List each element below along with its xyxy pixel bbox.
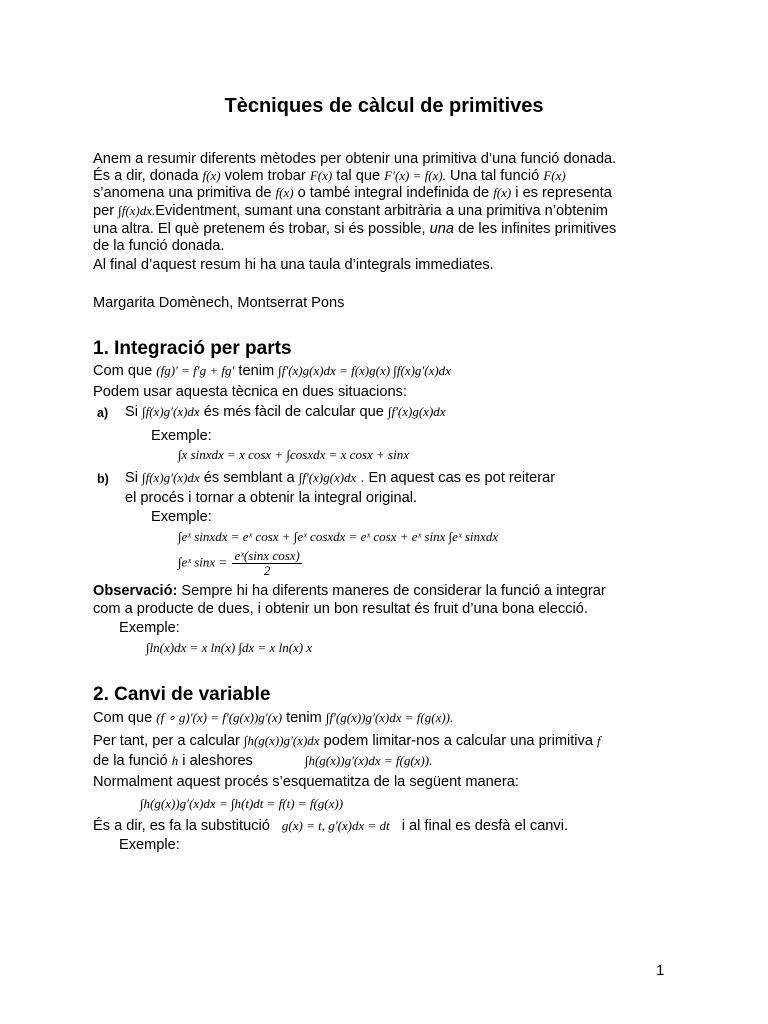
intro-text: s’anomena una primitiva de (93, 185, 272, 201)
section-2-heading: 2. Canvi de variable (93, 684, 271, 705)
math-inline: ∫h(g(x))g′(x)dx = f(g(x)). (304, 753, 433, 768)
s2-line-3 (93, 752, 432, 770)
fraction-numerator: eˣ(sinx cosx) (234, 548, 300, 563)
observation-label: Observació: (93, 583, 178, 599)
s1-text: tenim (238, 363, 275, 379)
math-inline: f(x) (493, 185, 512, 200)
math-inline: ∫f′(x)g(x)dx (387, 404, 446, 419)
document-title: Tècniques de càlcul de primitives (224, 95, 544, 117)
s1-text: és semblant a (203, 470, 295, 486)
math-inline: F′(x) = f(x). (384, 168, 446, 183)
intro-text: Una tal funció (450, 168, 540, 184)
item-b-marker: b) (97, 472, 109, 486)
s2-text: de la funció (93, 753, 168, 769)
example-label-1: Exemple: (151, 428, 212, 444)
intro-line-1: Anem a resumir diferents mètodes per obtenir una primitiva d’una funció donada. (93, 151, 617, 167)
math-inline: ∫f(x)g′(x)dx (142, 404, 200, 419)
example-2-result (178, 549, 302, 578)
intro-text: tal que (336, 168, 381, 184)
s1-item-b (125, 469, 555, 487)
intro-line-4 (93, 202, 608, 220)
emphasis-text: una (429, 221, 455, 237)
intro-text: És a dir, donada (93, 168, 199, 184)
page-number: 1 (656, 962, 665, 979)
intro-text: i es representa (515, 185, 612, 201)
intro-text: per (93, 203, 115, 219)
math-inline: F(x) (309, 168, 333, 183)
example-3-equation: ∫ln(x)dx = x ln(x) ∫dx = x ln(x) x (146, 640, 313, 655)
math-inline: (fg)′ = f′g + fg′ (156, 363, 235, 378)
section-1-heading: 1. Integració per parts (93, 338, 292, 359)
s2-text: Com que (93, 710, 153, 726)
s2-line-2 (93, 732, 601, 750)
example-label-2: Exemple: (151, 509, 212, 525)
intro-text: volem trobar (224, 168, 306, 184)
math-inline: f(x) (275, 185, 294, 200)
s1-text: Si (125, 470, 138, 486)
s1-text: és més fàcil de calcular que (203, 404, 384, 420)
math-inline: ∫f(x)dx. (118, 203, 156, 218)
math-inline: F(x) (543, 168, 566, 183)
intro-text: de les infinites primitives (458, 221, 617, 237)
authors: Margarita Domènech, Montserrat Pons (93, 295, 345, 311)
s2-text: És a dir, es fa la substitució (93, 818, 270, 834)
math-inline: ∫f(x)g′(x)dx (142, 470, 200, 485)
intro-line-6: de la funció donada. (93, 238, 225, 254)
s2-text: i al final es desfà el canvi. (401, 818, 569, 834)
math-inline: ∫f′(x)g(x)dx = f(x)g(x) ∫f(x)g′(x)dx (278, 363, 451, 378)
observation-line-2: com a producte de dues, i obtenir un bon resultat és fruit d’una bona elecció. (93, 601, 588, 617)
s1-item-b-line-2: el procés i tornar a obtenir la integral original. (125, 490, 418, 506)
s2-text: Per tant, per a calcular (93, 733, 240, 749)
s2-line-6 (93, 817, 568, 835)
math-inline: f(x) (202, 168, 221, 183)
math-inline: f (597, 733, 601, 748)
s1-text: Sempre hi ha diferents maneres de considerar la funció a integrar (181, 583, 606, 599)
s1-text: Com que (93, 363, 153, 379)
s1-line-2: Podem usar aquesta tècnica en dues situacions: (93, 384, 407, 400)
fraction (232, 549, 301, 578)
s2-line-4: Normalment aquest procés s’esquematitza de la següent manera: (93, 774, 519, 790)
s2-text: i aleshores (182, 753, 253, 769)
s2-text: podem limitar-nos a calcular una primitiva (323, 733, 593, 749)
observation-line-1 (93, 582, 606, 600)
s1-item-a (125, 403, 446, 421)
math-inline: h (171, 753, 179, 768)
fraction-denominator: 2 (263, 563, 271, 578)
math-inline: (f ∘ g)′(x) = f′(g(x))g′(x) (156, 710, 283, 725)
math-inline: g(x) = t, g′(x)dx = dt (281, 818, 390, 833)
s2-text: tenim (286, 710, 322, 726)
example-2-equation: ∫eˣ sinxdx = eˣ cosx + ∫eˣ cosxdx = eˣ cosx + eˣ sinx ∫eˣ sinxdx (178, 529, 499, 544)
s2-line-1 (93, 709, 453, 727)
example-1-equation: ∫x sinxdx = x cosx + ∫cosxdx = x cosx + sinx (178, 447, 409, 462)
example-label-4: Exemple: (119, 837, 180, 853)
intro-line-2 (93, 167, 566, 185)
example-label-3: Exemple: (119, 620, 180, 636)
intro-text: una altra. El què pretenem és trobar, si és possible, (93, 221, 426, 237)
math-inline: ∫f′(g(x))g′(x)dx = f(g(x)). (325, 710, 454, 725)
item-a-marker: a) (97, 406, 109, 420)
math-inline: ∫h(g(x))g′(x)dx (243, 733, 320, 748)
math-inline: ∫f′(x)g(x)dx (298, 470, 357, 485)
intro-line-3 (93, 184, 612, 202)
intro-line-5 (93, 220, 616, 238)
intro-line-7: Al final d’aquest resum hi ha una taula d’integrals immediates. (93, 257, 494, 273)
math-inline: ∫eˣ sinx = (178, 554, 228, 570)
s1-text: Si (125, 404, 138, 420)
s1-line-1 (93, 362, 451, 380)
s2-scheme-equation: ∫h(g(x))g′(x)dx = ∫h(t)dt = f(t) = f(g(x)) (140, 796, 344, 811)
intro-text: Evidentment, sumant una constant arbitrària a una primitiva n’obtenim (155, 203, 608, 219)
s1-text: . En aquest cas es pot reiterar (360, 470, 556, 486)
intro-text: o també integral indefinida de (297, 185, 490, 201)
